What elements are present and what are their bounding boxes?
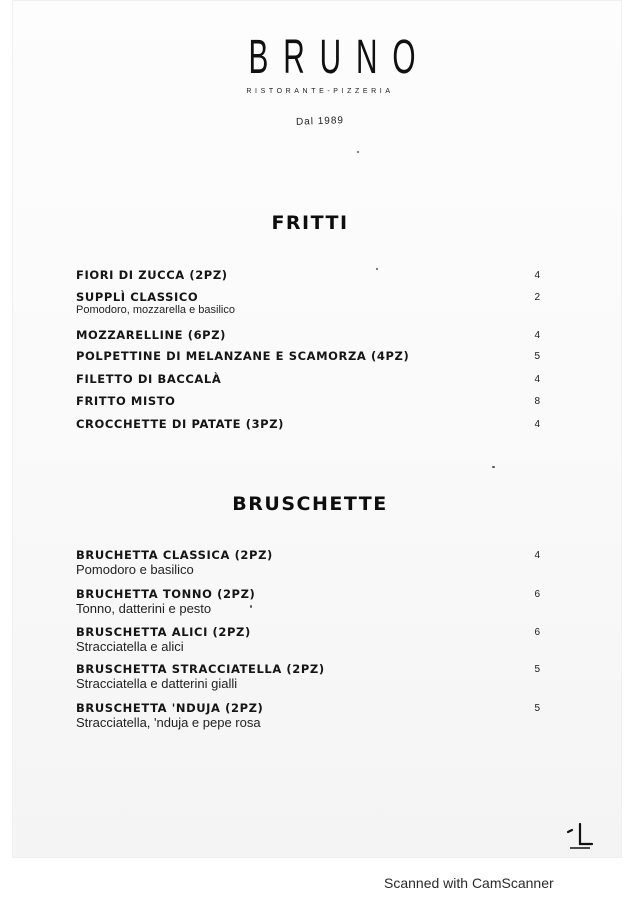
restaurant-tagline: RISTORANTE-PIZZERIA — [246, 88, 394, 95]
menu-item-description: Pomodoro e basilico — [76, 562, 194, 577]
menu-item-price: 4 — [534, 550, 540, 561]
menu-item-name: FRITTO MISTO — [76, 394, 176, 408]
menu-item-description: Pomodoro, mozzarella e basilico — [76, 304, 235, 316]
menu-item-price: 5 — [534, 351, 540, 362]
menu-item-price: 4 — [534, 270, 540, 281]
menu-item-name: CROCCHETTE DI PATATE (3PZ) — [76, 417, 284, 431]
page-corner-mark-icon — [566, 822, 594, 850]
menu-item-price: 5 — [534, 664, 540, 675]
scan-speck — [250, 605, 252, 608]
scan-speck — [492, 466, 495, 468]
scan-speck — [376, 268, 378, 270]
menu-item — [76, 290, 546, 317]
menu-item-price: 5 — [534, 703, 540, 714]
restaurant-logo: BRUNO — [248, 31, 431, 84]
menu-item-price: 4 — [534, 419, 540, 430]
menu-item-name: BRUCHETTA CLASSICA (2PZ) — [76, 548, 273, 562]
menu-item-name: SUPPLÌ CLASSICO — [76, 290, 199, 304]
menu-item-name: BRUSCHETTA STRACCIATELLA (2PZ) — [76, 662, 325, 676]
section-title-bruschette: BRUSCHETTE — [232, 493, 388, 515]
menu-item-description: Stracciatella, 'nduja e pepe rosa — [76, 715, 261, 730]
scanner-watermark: Scanned with CamScanner — [384, 875, 554, 891]
menu-item — [76, 394, 546, 408]
menu-item-description: Stracciatella e datterini gialli — [76, 676, 238, 691]
menu-item-price: 4 — [534, 330, 540, 341]
menu-item — [76, 349, 546, 363]
menu-item-price: 2 — [534, 292, 540, 303]
menu-item — [76, 417, 546, 431]
menu-item-name: FILETTO DI BACCALÀ — [76, 372, 222, 386]
scan-speck — [357, 151, 359, 153]
menu-item-name: BRUCHETTA TONNO (2PZ) — [76, 587, 256, 601]
menu-item-name: MOZZARELLINE (6PZ) — [76, 328, 227, 342]
section-title-fritti: FRITTI — [271, 212, 349, 234]
menu-item-price: 6 — [534, 589, 540, 600]
menu-item-price: 4 — [534, 374, 540, 385]
menu-item — [76, 548, 546, 578]
menu-item-description: Stracciatella e alici — [76, 639, 184, 654]
menu-item — [76, 587, 546, 617]
menu-item — [76, 662, 546, 692]
menu-item — [76, 701, 546, 731]
menu-item-name: FIORI DI ZUCCA (2PZ) — [76, 268, 228, 282]
menu-item — [76, 372, 546, 386]
founded-year: Dal 1989 — [295, 115, 345, 128]
menu-item-price: 8 — [534, 396, 540, 407]
menu-item — [76, 625, 546, 655]
menu-item-price: 6 — [534, 627, 540, 638]
menu-item-name: BRUSCHETTA 'NDUJA (2PZ) — [76, 701, 264, 715]
menu-item-description: Tonno, datterini e pesto — [76, 601, 212, 616]
menu-item — [76, 328, 546, 342]
menu-item-name: BRUSCHETTA ALICI (2PZ) — [76, 625, 251, 639]
menu-item-name: POLPETTINE DI MELANZANE E SCAMORZA (4PZ) — [76, 349, 410, 363]
menu-item — [76, 268, 546, 282]
